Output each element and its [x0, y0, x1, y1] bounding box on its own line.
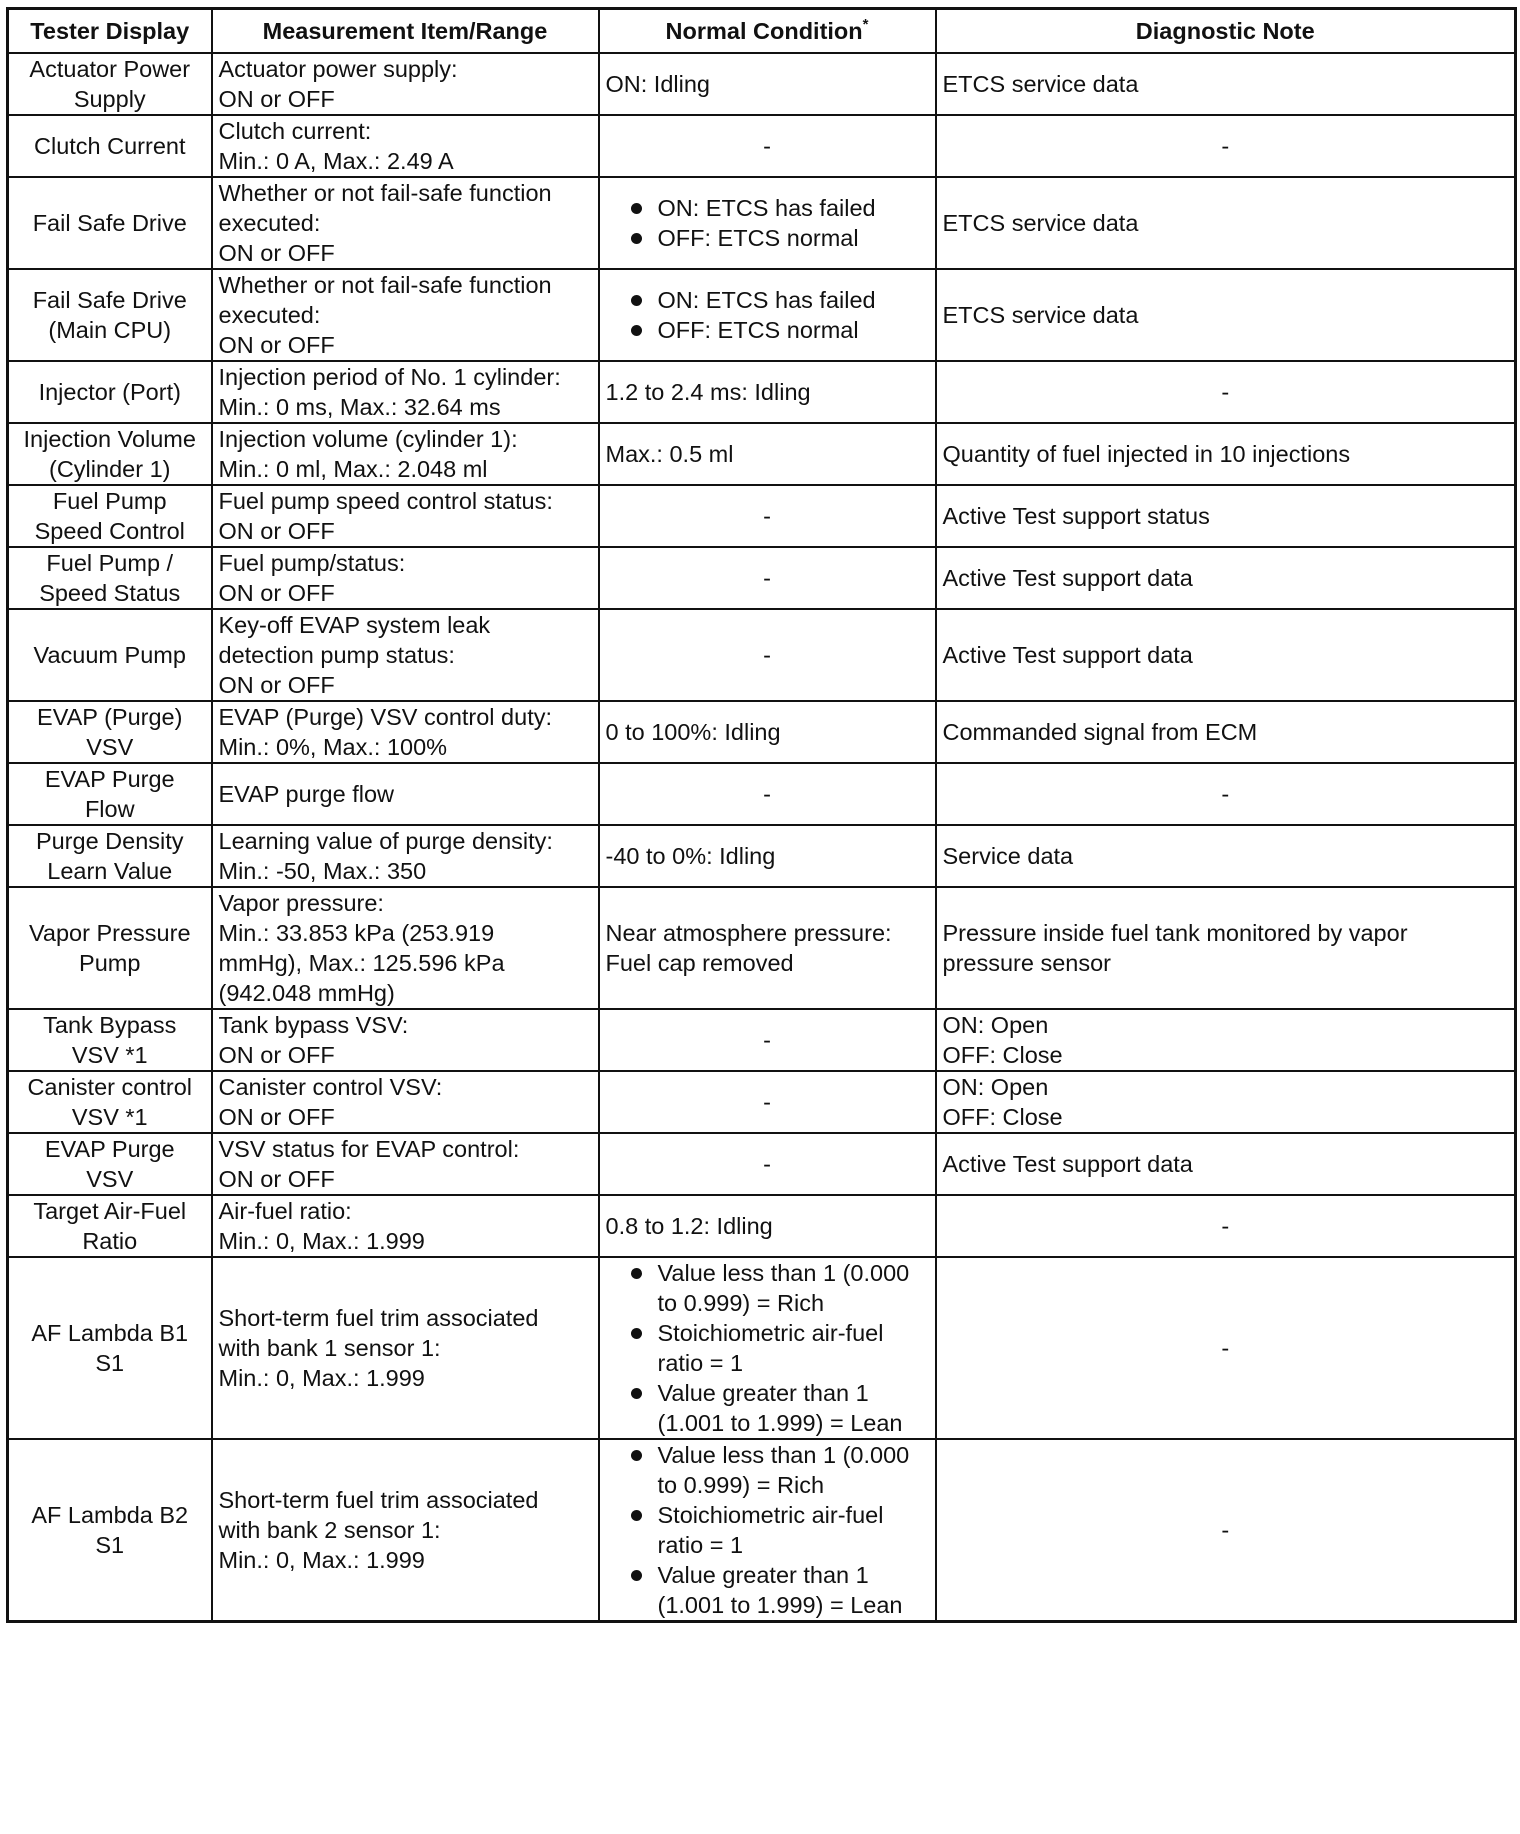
table-row — [8, 177, 1516, 269]
cell-tester-display: Tank Bypass VSV *1 — [8, 1009, 212, 1071]
cell-normal-condition: - — [599, 763, 936, 825]
cell-measurement: EVAP (Purge) VSV control duty: Min.: 0%, Max.: 100% — [212, 701, 599, 763]
data-list-table — [6, 7, 1517, 1623]
cell-normal-condition — [599, 1439, 936, 1622]
cell-tester-display: Purge Density Learn Value — [8, 825, 212, 887]
cell-diagnostic-note: Active Test support data — [936, 547, 1516, 609]
cell-tester-display: Fuel Pump Speed Control — [8, 485, 212, 547]
cell-diagnostic-note: Pressure inside fuel tank monitored by vapor pressure sensor — [936, 887, 1516, 1009]
cell-diagnostic-note: - — [936, 1195, 1516, 1257]
cell-diagnostic-note: Active Test support status — [936, 485, 1516, 547]
cell-diagnostic-note: Quantity of fuel injected in 10 injections — [936, 423, 1516, 485]
cell-normal-condition: - — [599, 1009, 936, 1071]
table-row — [8, 1257, 1516, 1439]
table-row — [8, 1133, 1516, 1195]
table-row — [8, 1071, 1516, 1133]
bullet-item: Value greater than 1 (1.001 to 1.999) = Lean — [626, 1560, 929, 1620]
cell-measurement: Vapor pressure: Min.: 33.853 kPa (253.919 mmHg), Max.: 125.596 kPa (942.048 mmHg) — [212, 887, 599, 1009]
cell-measurement: Short-term fuel trim associated with bank 1 sensor 1: Min.: 0, Max.: 1.999 — [212, 1257, 599, 1439]
table-row — [8, 361, 1516, 423]
cell-measurement: Clutch current: Min.: 0 A, Max.: 2.49 A — [212, 115, 599, 177]
table-body — [8, 53, 1516, 1622]
table-row — [8, 1195, 1516, 1257]
cell-tester-display: Clutch Current — [8, 115, 212, 177]
bullet-list — [606, 1440, 929, 1620]
cell-tester-display: Vapor Pressure Pump — [8, 887, 212, 1009]
cell-measurement: Fuel pump/status: ON or OFF — [212, 547, 599, 609]
table-row — [8, 609, 1516, 701]
cell-normal-condition: Near atmosphere pressure: Fuel cap removed — [599, 887, 936, 1009]
cell-diagnostic-note: Active Test support data — [936, 1133, 1516, 1195]
cell-normal-condition: 1.2 to 2.4 ms: Idling — [599, 361, 936, 423]
header-measurement: Measurement Item/Range — [212, 9, 599, 53]
cell-measurement: Short-term fuel trim associated with bank 2 sensor 1: Min.: 0, Max.: 1.999 — [212, 1439, 599, 1622]
cell-measurement: Fuel pump speed control status: ON or OFF — [212, 485, 599, 547]
table-row — [8, 53, 1516, 115]
table-row — [8, 825, 1516, 887]
table-header-row — [8, 9, 1516, 53]
cell-tester-display: EVAP Purge Flow — [8, 763, 212, 825]
cell-measurement: EVAP purge flow — [212, 763, 599, 825]
bullet-item: Value less than 1 (0.000 to 0.999) = Rich — [626, 1440, 929, 1500]
cell-measurement: Whether or not fail-safe function executed: ON or OFF — [212, 177, 599, 269]
cell-measurement: VSV status for EVAP control: ON or OFF — [212, 1133, 599, 1195]
bullet-item: ON: ETCS has failed — [626, 285, 929, 315]
cell-normal-condition — [599, 269, 936, 361]
footnote-mark: * — [862, 15, 869, 33]
table-row — [8, 485, 1516, 547]
cell-diagnostic-note: - — [936, 763, 1516, 825]
header-tester-display: Tester Display — [8, 9, 212, 53]
table-row — [8, 887, 1516, 1009]
cell-tester-display: Fail Safe Drive (Main CPU) — [8, 269, 212, 361]
bullet-list — [606, 1258, 929, 1438]
header-normal-condition: Normal Condition* — [599, 9, 936, 53]
cell-normal-condition: 0 to 100%: Idling — [599, 701, 936, 763]
cell-measurement: Whether or not fail-safe function executed: ON or OFF — [212, 269, 599, 361]
cell-diagnostic-note: Service data — [936, 825, 1516, 887]
cell-measurement: Injection period of No. 1 cylinder: Min.: 0 ms, Max.: 32.64 ms — [212, 361, 599, 423]
cell-tester-display: Vacuum Pump — [8, 609, 212, 701]
cell-normal-condition: - — [599, 1133, 936, 1195]
header-diagnostic-note: Diagnostic Note — [936, 9, 1516, 53]
cell-tester-display: EVAP (Purge) VSV — [8, 701, 212, 763]
cell-measurement: Learning value of purge density: Min.: -50, Max.: 350 — [212, 825, 599, 887]
cell-tester-display: Canister control VSV *1 — [8, 1071, 212, 1133]
cell-tester-display: Injection Volume (Cylinder 1) — [8, 423, 212, 485]
data-list-table-wrapper — [6, 7, 1514, 1623]
cell-normal-condition — [599, 177, 936, 269]
cell-diagnostic-note: ON: Open OFF: Close — [936, 1071, 1516, 1133]
cell-normal-condition: - — [599, 115, 936, 177]
cell-tester-display: EVAP Purge VSV — [8, 1133, 212, 1195]
table-row — [8, 269, 1516, 361]
cell-diagnostic-note: ETCS service data — [936, 177, 1516, 269]
table-row — [8, 1009, 1516, 1071]
cell-normal-condition: - — [599, 485, 936, 547]
cell-normal-condition: - — [599, 609, 936, 701]
bullet-item: OFF: ETCS normal — [626, 315, 929, 345]
cell-diagnostic-note: ON: Open OFF: Close — [936, 1009, 1516, 1071]
bullet-list — [606, 285, 929, 345]
cell-tester-display: Fuel Pump / Speed Status — [8, 547, 212, 609]
cell-tester-display: Fail Safe Drive — [8, 177, 212, 269]
cell-diagnostic-note: ETCS service data — [936, 269, 1516, 361]
cell-tester-display: Actuator Power Supply — [8, 53, 212, 115]
cell-normal-condition: -40 to 0%: Idling — [599, 825, 936, 887]
cell-tester-display: AF Lambda B1 S1 — [8, 1257, 212, 1439]
bullet-item: ON: ETCS has failed — [626, 193, 929, 223]
cell-diagnostic-note: - — [936, 1257, 1516, 1439]
table-row — [8, 1439, 1516, 1622]
cell-measurement: Actuator power supply: ON or OFF — [212, 53, 599, 115]
table-row — [8, 763, 1516, 825]
cell-normal-condition: - — [599, 547, 936, 609]
cell-diagnostic-note: Commanded signal from ECM — [936, 701, 1516, 763]
cell-diagnostic-note: Active Test support data — [936, 609, 1516, 701]
cell-normal-condition: - — [599, 1071, 936, 1133]
cell-diagnostic-note: - — [936, 115, 1516, 177]
cell-tester-display: Target Air-Fuel Ratio — [8, 1195, 212, 1257]
cell-tester-display: AF Lambda B2 S1 — [8, 1439, 212, 1622]
cell-normal-condition: Max.: 0.5 ml — [599, 423, 936, 485]
bullet-item: OFF: ETCS normal — [626, 223, 929, 253]
table-row — [8, 547, 1516, 609]
bullet-item: Stoichiometric air-fuel ratio = 1 — [626, 1318, 929, 1378]
cell-normal-condition — [599, 1257, 936, 1439]
cell-diagnostic-note: ETCS service data — [936, 53, 1516, 115]
cell-normal-condition: 0.8 to 1.2: Idling — [599, 1195, 936, 1257]
bullet-list — [606, 193, 929, 253]
cell-measurement: Canister control VSV: ON or OFF — [212, 1071, 599, 1133]
cell-measurement: Injection volume (cylinder 1): Min.: 0 ml, Max.: 2.048 ml — [212, 423, 599, 485]
cell-diagnostic-note: - — [936, 361, 1516, 423]
cell-measurement: Key-off EVAP system leak detection pump status: ON or OFF — [212, 609, 599, 701]
bullet-item: Value less than 1 (0.000 to 0.999) = Rich — [626, 1258, 929, 1318]
cell-diagnostic-note: - — [936, 1439, 1516, 1622]
table-row — [8, 115, 1516, 177]
cell-measurement: Air-fuel ratio: Min.: 0, Max.: 1.999 — [212, 1195, 599, 1257]
bullet-item: Stoichiometric air-fuel ratio = 1 — [626, 1500, 929, 1560]
table-row — [8, 701, 1516, 763]
cell-normal-condition: ON: Idling — [599, 53, 936, 115]
cell-tester-display: Injector (Port) — [8, 361, 212, 423]
table-row — [8, 423, 1516, 485]
cell-measurement: Tank bypass VSV: ON or OFF — [212, 1009, 599, 1071]
bullet-item: Value greater than 1 (1.001 to 1.999) = Lean — [626, 1378, 929, 1438]
